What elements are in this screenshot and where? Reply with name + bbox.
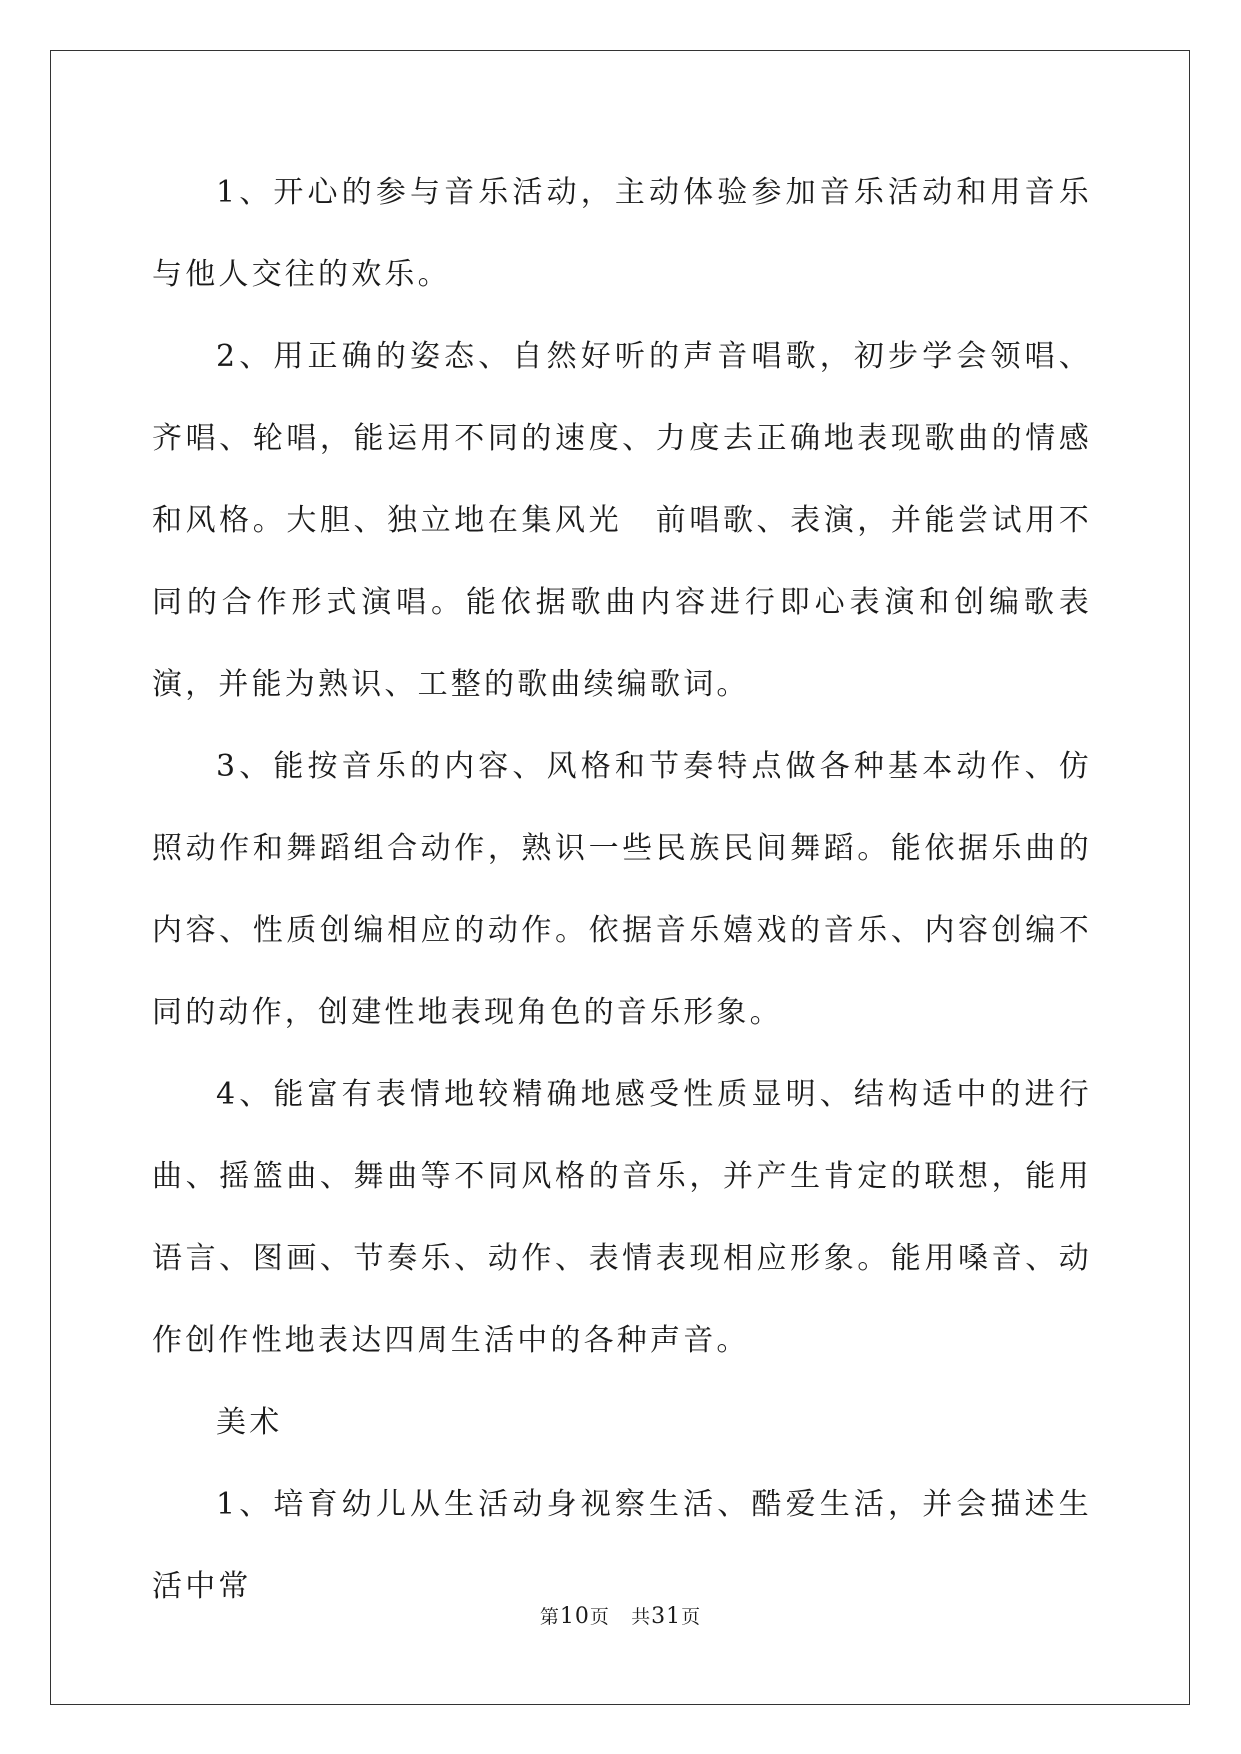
document-body [152, 152, 1092, 1628]
footer-total-suffix: 页 [681, 1606, 702, 1628]
footer-page-suffix: 页 [589, 1606, 610, 1628]
paragraph-2: 2、用正确的姿态、自然好听的声音唱歌，初步学会领唱、齐唱、轮唱，能运用不同的速度、力度去正确地表现歌曲的情感和风格。大胆、独立地在集风光 前唱歌、表演，并能尝试用不同的合作形式演唱。能依据歌曲内容进行即心表演和创编歌表演，并能为熟识、工整的歌曲续编歌词。 [152, 339, 1092, 702]
footer-total-prefix: 共 [631, 1606, 652, 1628]
footer-page-number: 10 [559, 1604, 590, 1629]
paragraph-art-1: 1、培育幼儿从生活动身视察生活、酷爱生活，并会描述生活中常 [152, 1487, 1092, 1604]
paragraph-4: 4、能富有表情地较精确地感受性质显明、结构适中的进行曲、摇篮曲、舞曲等不同风格的音乐，并产生肯定的联想，能用语言、图画、节奏乐、动作、表情表现相应形象。能用嗓音、动作创作性地表达四周生活中的各种声音。 [152, 1077, 1092, 1358]
footer-prefix: 第 [539, 1606, 560, 1628]
section-heading-art: 美术 [216, 1405, 283, 1440]
footer-total-pages: 31 [651, 1604, 682, 1629]
paragraph-1: 1、开心的参与音乐活动，主动体验参加音乐活动和用音乐与他人交往的欢乐。 [152, 175, 1092, 292]
page-footer [0, 1602, 1241, 1629]
paragraph-3: 3、能按音乐的内容、风格和节奏特点做各种基本动作、仿照动作和舞蹈组合动作，熟识一些民族民间舞蹈。能依据乐曲的内容、性质创编相应的动作。依据音乐嬉戏的音乐、内容创编不同的动作，创建性地表现角色的音乐形象。 [152, 749, 1092, 1030]
